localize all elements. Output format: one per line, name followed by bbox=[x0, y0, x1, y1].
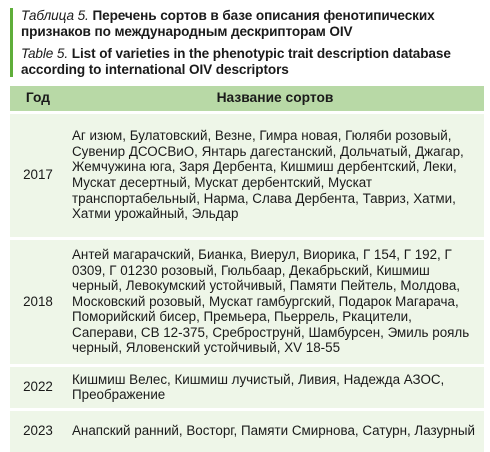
varieties-table bbox=[10, 86, 484, 452]
table-caption bbox=[10, 8, 484, 77]
year-cell: 2022 bbox=[10, 365, 66, 409]
variety-names-cell: Кишмиш Велес, Кишмиш лучистый, Ливия, Надежда АЗОС, Преображение bbox=[66, 365, 484, 409]
year-cell: 2023 bbox=[10, 409, 66, 451]
caption-english-title: List of varieties in the phenotypic trait description database according to international OIV descriptors bbox=[21, 46, 451, 77]
caption-russian-title: Перечень сортов в базе описания фенотипических признаков по международным дескрипторам OIV bbox=[21, 8, 435, 39]
variety-names-cell: Аг изюм, Булатовский, Везне, Гимра новая, Гюляби розовый, Сувенир ДСОСВиО, Янтарь дагестанский, Дольчатый, Джагар, Жемчужина юга, Заря Дербента, Кишмиш дербентский, Леки, Мускат десертный, Мускат дербентский, Мускат транспортабельный, Нарма, Слава Дербента, Тавриз, Хатми, Хатми урожайный, Эльдар bbox=[66, 112, 484, 238]
variety-names-cell: Антей магарачский, Бианка, Виерул, Виорика, Г 154, Г 192, Г 0309, Г 01230 розовый, Гюльбаар, Декабрьский, Кишмиш черный, Левокумский устойчивый, Памяти Пейтель, Молдова, Московский розовый, Мускат гамбургский, Подарок Магарача, Поморийский бисер, Премьера, Пьеррель, Ркацители, Саперави, СВ 12-375, Среброструнй, Шамбурсен, Эмиль рояль черный, Яловенский устойчивый, XV 18-55 bbox=[66, 238, 484, 365]
table-row bbox=[10, 112, 484, 238]
caption-english-label: Table 5. bbox=[21, 46, 69, 61]
caption-russian-label: Таблица 5. bbox=[21, 8, 89, 23]
table-row bbox=[10, 365, 484, 409]
caption-english bbox=[21, 46, 484, 77]
table-row bbox=[10, 409, 484, 451]
year-cell: 2017 bbox=[10, 112, 66, 238]
year-cell: 2018 bbox=[10, 238, 66, 365]
table-header-row bbox=[10, 86, 484, 112]
table-row bbox=[10, 238, 484, 365]
caption-russian bbox=[21, 8, 484, 39]
header-year: Год bbox=[10, 86, 66, 112]
header-variety-names: Название сортов bbox=[66, 86, 484, 112]
variety-names-cell: Анапский ранний, Восторг, Памяти Смирнова, Сатурн, Лазурный bbox=[66, 409, 484, 451]
